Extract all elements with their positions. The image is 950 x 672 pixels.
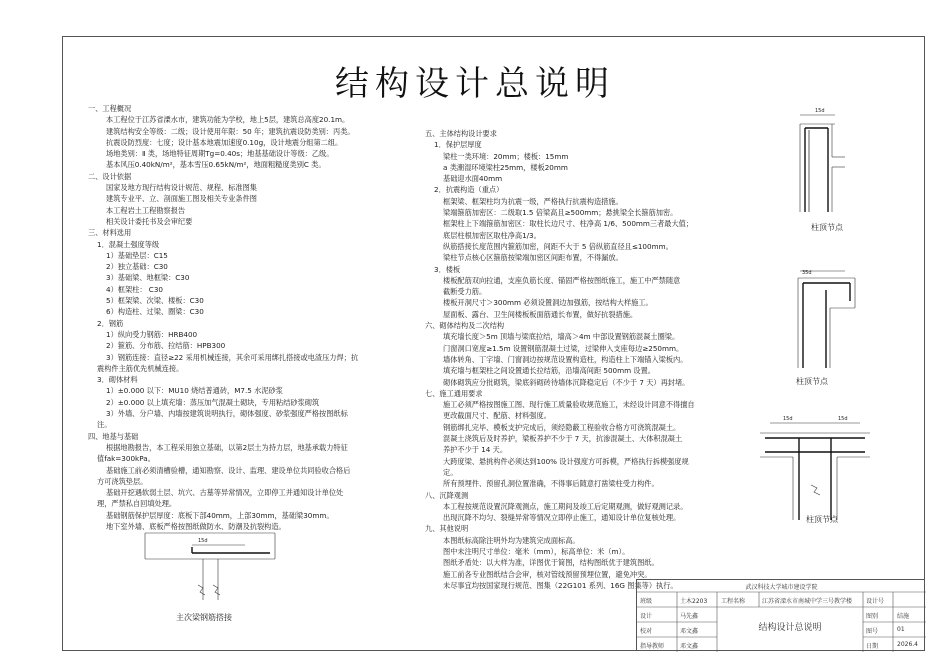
title-block-category-label: 图别 [866,613,879,620]
note-line: 理，严禁私自回填处理。 [97,499,177,509]
note-line: 本图纸标高除注明外均为建筑完成面标高。 [443,535,580,545]
note-line: 基础开挖遇软弱土层、坑穴、古墓等异常情况，立即停工并通知设计单位处 [106,488,344,498]
title-block-checker-label: 校对 [640,628,653,635]
note-line: 3．砌体材料 [97,375,138,385]
note-line: 砌体砌筑应分批砌筑，梁底斜砌砖待墙体沉降稳定后（不少于 7 天）再封堵。 [443,377,690,387]
note-line: 填充墙与框架柱之间设置通长拉结筋，沿墙高间距 500mm 设置。 [443,366,655,376]
left-notes-column [88,103,358,532]
title-block-project-label: 工程名称 [721,598,746,605]
title-block-class-value: 土木2203 [680,598,708,605]
note-line: 3）外墙、分户墙、内墙按建筑说明执行，砌体强度、砂浆强度严格按图纸标 [106,409,348,419]
title-block-designer-value: 马先鑫 [680,613,699,620]
column-node-detail-3 [755,415,875,530]
section-heading: 八、沉降观测 [425,490,469,500]
note-line: 定。 [443,467,458,477]
note-line: 框架柱上下端箍筋加密区：取柱长边尺寸、柱净高 1/6、500mm三者最大值； [443,219,694,229]
section-heading: 一、工程概况 [88,104,132,113]
column-node-1-caption: 柱顶节点 [811,223,843,232]
note-line: 3）钢筋连接：直径≥22 采用机械连接，其余可采用绑扎搭接或电渣压力焊；抗 [106,352,359,362]
beam-detail-caption: 主次梁钢筋搭接 [176,613,232,622]
column-node-detail-2 [790,268,860,378]
note-line: 所有预埋件、预留孔洞位置准确，不得事后随意打凿梁柱受力构件。 [443,479,659,489]
title-block-advisor-label: 指导教师 [640,643,665,650]
section-heading: 三、材料选用 [88,228,132,238]
right-notes-column [425,128,695,591]
note-line: a 类潮湿环境梁柱25mm，楼板20mm [443,162,568,172]
note-line: 值fak=300kPa。 [97,454,155,464]
title-block-drawing-name: 结构设计总说明 [758,623,822,633]
note-line: 2．抗震构造（重点） [434,185,504,195]
title-block-class-label: 班级 [640,598,653,605]
note-line: 1．保护层厚度 [434,140,482,150]
note-line: 1）±0.000 以下：MU10 烧结普通砖，M7.5 水泥砂浆 [106,386,283,396]
beam-dimension-label: 15d [198,538,208,544]
note-line: 2．钢筋 [97,318,124,328]
section-heading: 九、其他说明 [425,524,469,534]
note-line: 框架梁、框架柱均为抗震一级，严格执行抗震构造措施。 [443,196,623,206]
note-line: 建筑专业平、立、剖面施工图及相关专业条件图 [106,194,257,204]
note-line: 基本风压0.40kN/m²，基本雪压0.65kN/m²，地面粗糙度类别C 类。 [106,160,326,170]
section-heading: 六、砌体结构及二次结构 [425,321,505,331]
section-heading: 二、设计依据 [88,171,132,181]
note-line: 基础迎水面40mm [443,174,503,184]
note-line: 大跨度梁、悬挑构件必须达到100% 设计强度方可拆模，严格执行拆模强度规 [443,456,689,466]
note-line: 本工程岩土工程勘察报告 [106,205,186,215]
note-line: 3．楼板 [434,264,461,274]
title-block-designer-label: 设计 [640,613,653,620]
note-line: 本工程按规范设置沉降观测点，施工期间及竣工后定期观测，做好观测记录。 [443,501,688,511]
note-line: 填充墙长度＞5m 顶墙与梁底拉结，墙高＞4m 中部设置钢筋混凝土圈梁。 [443,332,680,342]
column-node-1-dim: 15d [815,108,825,114]
note-line: 图中未注明尺寸单位：毫米（mm），标高单位：米（m）。 [443,546,630,556]
section-heading: 五、主体结构设计要求 [425,129,497,138]
note-line: 门窗洞口宽度≥1.5m 设置钢筋混凝土过梁，过梁伸入支座每边≥250mm。 [443,343,684,353]
note-line: 2）独立基础：C30 [106,262,168,272]
column-node-3-caption: 柱顶节点 [806,515,838,524]
note-line: 基础钢筋保护层厚度：底板下部40mm，上部30mm，基础梁30mm。 [106,510,334,520]
title-block-project-value: 江苏省溧水市南城中学三号教学楼 [762,598,853,605]
note-line: 1）纵向受力钢筋：HRB400 [106,329,198,339]
column-node-3-dim-left: 15d [783,416,793,422]
title-block-school: 武汉科技大学城市建设学院 [745,584,818,591]
note-line: 根据地勘报告，本工程采用独立基础，以第2层土为持力层，地基承载力特征 [106,442,348,452]
note-line: 梁柱一类环境：20mm；楼板：15mm [443,151,569,161]
note-line: 底层柱根加密区取柱净高1/3。 [443,230,541,240]
note-line: 养护不少于 14 天。 [443,445,508,455]
title-block-design-no-label: 设计号 [866,598,885,605]
note-line: 2）±0.000 以上填充墙：蒸压加气混凝土砌块，专用粘结砂浆砌筑 [106,397,320,407]
note-line: 出现沉降不均匀、裂缝异常等情况立即停止施工，通知设计单位复核处理。 [443,513,681,523]
title-block-sheet-no-label: 图号 [866,628,879,635]
beam-rebar-detail [140,525,280,620]
title-block-date-value: 2026.4 [897,641,918,648]
note-line: 国家及地方现行结构设计规范、规程、标准图集 [106,183,257,193]
column-node-2-dim: 35d [802,270,812,276]
title-block-checker-value: 邓文鑫 [680,628,699,635]
title-block-sheet-no-value: 01 [897,626,905,633]
title-block-category-value: 结施 [897,613,910,620]
note-line: 屋面板、露台、卫生间楼板板面筋通长布置，做好抗裂措施。 [443,309,638,319]
note-line: 施工前各专业图纸结合会审，核对管线预留预埋位置，避免冲突。 [443,569,652,579]
page-title: 结构设计总说明 [335,64,615,104]
note-line: 3）基础梁、地框梁：C30 [106,273,190,283]
note-line: 本工程位于江苏省溧水市，建筑功能为学校，地上5层，建筑总高度20.1m。 [106,115,350,125]
title-block-date-label: 日期 [866,643,879,650]
note-line: 楼板开洞尺寸＞300mm 必须设置洞边加强筋，按结构大样施工。 [443,298,653,308]
note-line: 墙体转角、丁字墙、门窗洞边按规范设置构造柱，构造柱上下端锚入梁板内。 [443,354,688,364]
note-line: 相关设计委托书及会审纪要 [106,216,193,226]
note-line: 梁柱节点核心区箍筋按梁端加密区间距布置，不得漏放。 [443,253,623,263]
note-line: 1．混凝土强度等级 [97,239,160,249]
note-line: 4）框架柱： C30 [106,284,163,294]
section-heading: 七、施工通用要求 [425,388,483,398]
section-heading: 四、地基与基础 [88,431,139,441]
note-line: 方可浇筑垫层。 [97,476,148,486]
note-line: 截断受力筋。 [443,287,487,297]
title-block-advisor-value: 邓文鑫 [680,643,699,650]
note-line: 1）基础垫层：C15 [106,250,168,260]
note-line: 地下室外墙、底板严格按图纸做防水、防潮及抗裂构造。 [106,521,286,531]
title-block [636,579,925,651]
note-line: 场地类别：Ⅱ 类，场地特征周期Tg=0.40s；地基基础设计等级：乙级。 [106,149,334,159]
note-line: 楼板配筋双向拉通，支座负筋长度、锚固严格按图纸施工，施工中严禁随意 [443,275,681,285]
note-line: 未尽事宜均按国家现行规范、图集（22G101 系列、16G 图集等）执行。 [443,580,678,590]
note-line: 5）框架梁、次梁、楼板：C30 [106,296,204,306]
note-line: 图纸矛盾处：以大样为准，详图优于简图，结构图纸优于建筑图纸。 [443,558,659,568]
note-line: 梁端箍筋加密区：二级取1.5 倍梁高且≥500mm；悬挑梁全长箍筋加密。 [443,208,678,218]
note-line: 施工必须严格按图施工图、现行施工质量验收规范施工，未经设计同意不得擅自 [443,400,695,410]
note-line: 基础施工前必须清槽验槽，通知勘察、设计、监理、建设单位共同验收合格后 [106,465,351,475]
note-line: 建筑结构安全等级：二级；设计使用年限：50 年；建筑抗震设防类别：丙类。 [106,126,355,136]
note-line: 注。 [97,420,112,430]
column-node-2-caption: 柱顶节点 [796,377,828,386]
note-line: 6）构造柱、过梁、圈梁：C30 [106,307,204,317]
note-line: 震构件主筋优先机械连接。 [97,363,184,373]
column-node-detail-1 [790,112,850,222]
note-line: 纵筋搭接长度范围内箍筋加密，间距不大于 5 倍纵筋直径且≤100mm。 [443,241,673,251]
note-line: 钢筋绑扎完毕、模板支护完成后，须经隐蔽工程验收合格方可浇筑混凝土。 [443,422,681,432]
note-line: 混凝土浇筑后及时养护，梁板养护不少于 7 天，抗渗混凝土、大体积混凝土 [443,434,683,444]
column-node-3-dim-right: 15d [838,416,848,422]
note-line: 更改截面尺寸、配筋、材料强度。 [443,411,551,421]
note-line: 抗震设防烈度：七度；设计基本地震加速度0.10g，设计地震分组第二组。 [106,137,343,147]
note-line: 2）箍筋、分布筋、拉结筋：HPB300 [106,341,226,351]
